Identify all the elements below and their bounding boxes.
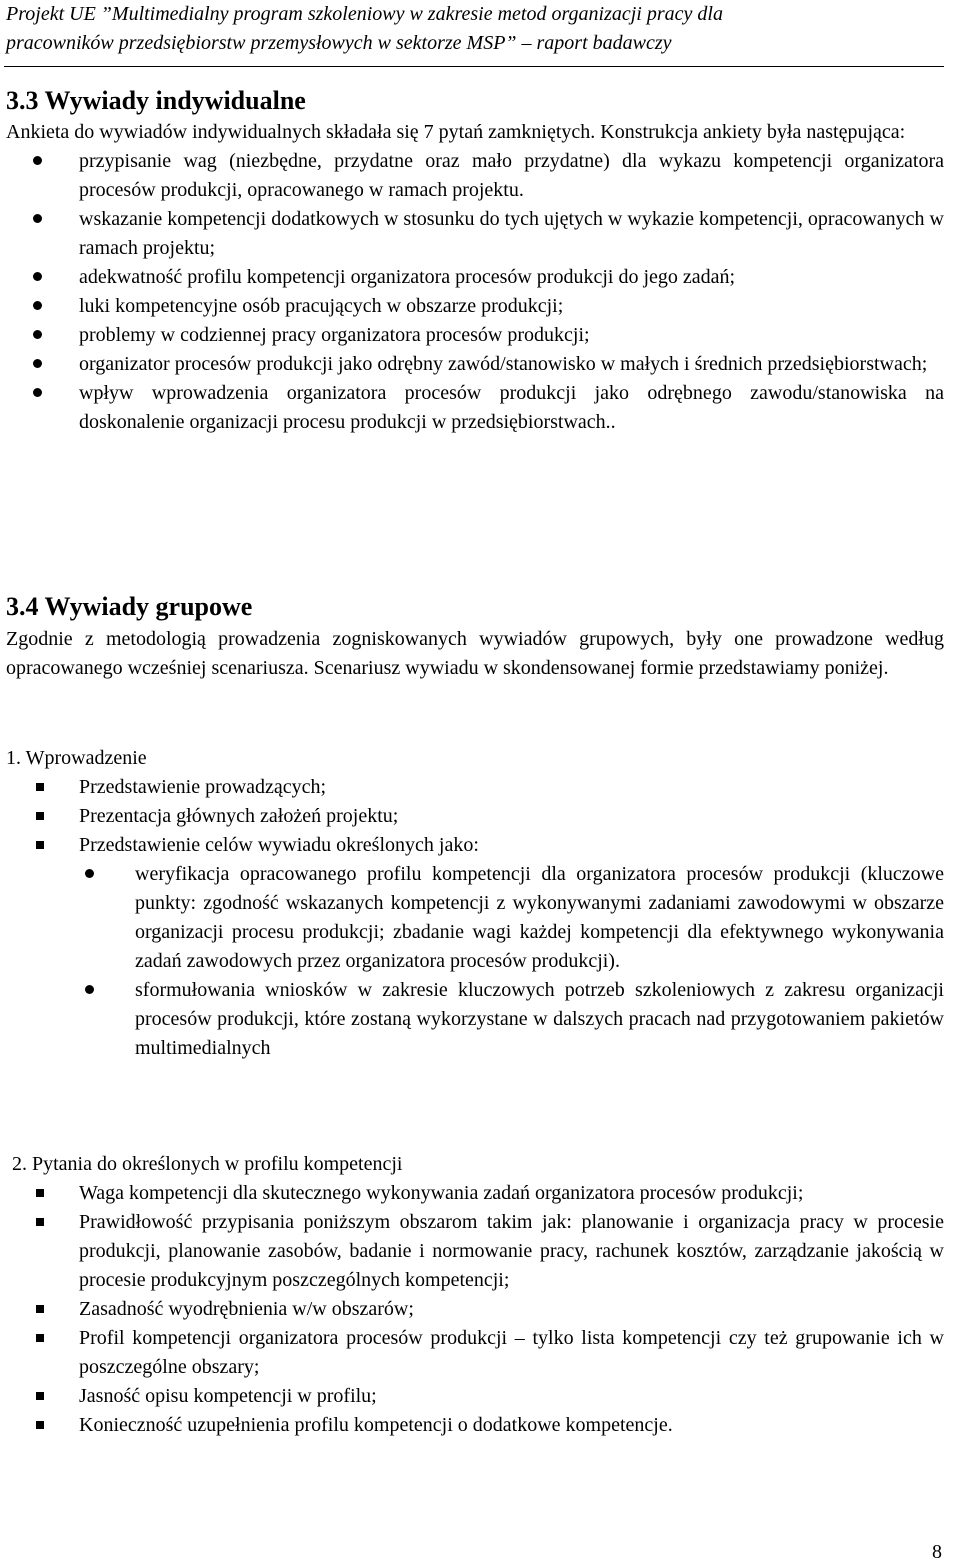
part-2 [6, 1150, 944, 1440]
square-bullet-icon [36, 812, 44, 820]
header-line-1: Projekt UE ”Multimedialny program szkoleniowy w zakresie metod organizacji pracy dla [6, 3, 723, 25]
section-intro: Zgodnie z metodologią prowadzenia zogniskowanych wywiadów grupowych, były one prowadzone według opracowanego wcześniej scenariusza. Scenariusz wywiadu w skondensowanej formie przedstawiamy poniżej. [6, 628, 944, 679]
list-item: adekwatność profilu kompetencji organizatora procesów produkcji do jego zadań; [6, 263, 944, 292]
list-item: Zasadność wyodrębnienia w/w obszarów; [6, 1295, 944, 1324]
square-bullet-icon [36, 1305, 44, 1313]
list-item: Konieczność uzupełnienia profilu kompetencji o dodatkowe kompetencje. [6, 1411, 944, 1440]
list-item: organizator procesów produkcji jako odrębny zawód/stanowisko w małych i średnich przedsiębiorstwach; [6, 350, 944, 379]
bullet-icon [33, 272, 42, 281]
list-item: przypisanie wag (niezbędne, przydatne oraz mało przydatne) dla wykazu kompetencji organizatora procesów produkcji, opracowanego w ramach projektu. [6, 147, 944, 205]
square-bullet-icon [36, 1334, 44, 1342]
bullet-icon [33, 388, 42, 397]
list-item: sformułowania wniosków w zakresie kluczowych potrzeb szkoleniowych z zakresu organizacji procesów produkcji, które zostaną wykorzystane w dalszych pracach nad przygotowaniem pakietów multimedialnych [6, 976, 944, 1063]
bullet-icon [85, 869, 94, 878]
square-bullet-icon [36, 1392, 44, 1400]
list-item: wpływ wprowadzenia organizatora procesów produkcji jako odrębnego zawodu/stanowiska na doskonalenie organizacji procesu produkcji w przedsiębiorstwach.. [6, 379, 944, 437]
list-item: Jasność opisu kompetencji w profilu; [6, 1382, 944, 1411]
bullet-icon [33, 359, 42, 368]
square-bullet-icon [36, 783, 44, 791]
bullet-icon [33, 301, 42, 310]
list-item: luki kompetencyjne osób pracujących w obszarze produkcji; [6, 292, 944, 321]
section-heading: 3.4 Wywiady grupowe [6, 592, 253, 621]
sub-bullet-list [6, 860, 944, 1063]
section-intro: Ankieta do wywiadów indywidualnych składała się 7 pytań zamkniętych. Konstrukcja ankiety była następująca: [6, 121, 906, 143]
list-item: problemy w codziennej pracy organizatora procesów produkcji; [6, 321, 944, 350]
list-item: Profil kompetencji organizatora procesów produkcji – tylko lista kompetencji czy też grupowanie ich w poszczególne obszary; [6, 1324, 944, 1382]
page-number: 8 [932, 1541, 942, 1563]
list-item: wskazanie kompetencji dodatkowych w stosunku do tych ujętych w wykazie kompetencji, opracowanych w ramach projektu; [6, 205, 944, 263]
section-3-4 [6, 590, 944, 683]
square-list [6, 773, 944, 860]
section-3-3 [6, 84, 944, 437]
square-list [6, 1179, 944, 1440]
header-rule [4, 66, 944, 67]
square-bullet-icon [36, 1218, 44, 1226]
list-item: Przedstawienie prowadzących; [6, 773, 944, 802]
part-1 [6, 744, 944, 1063]
header-line-2: pracowników przedsiębiorstw przemysłowych w sektorze MSP” – raport badawczy [6, 32, 672, 54]
square-bullet-icon [36, 1421, 44, 1429]
bullet-icon [85, 985, 94, 994]
running-header [6, 0, 946, 58]
bullet-icon [33, 330, 42, 339]
square-bullet-icon [36, 841, 44, 849]
part-title: 2. Pytania do określonych w profilu kompetencji [12, 1153, 403, 1175]
list-item: Prezentacja głównych założeń projektu; [6, 802, 944, 831]
list-item: Prawidłowość przypisania poniższym obszarom takim jak: planowanie i organizacja pracy w procesie produkcji, planowanie zasobów, badanie i normowanie pracy, rachunek kosztów, zarządzanie jakością w procesie produkcyjnym poszczególnych kompetencji; [6, 1208, 944, 1295]
list-item: weryfikacja opracowanego profilu kompetencji dla organizatora procesów produkcji (kluczowe punkty: zgodność wskazanych kompetencji z wykonywanymi zadaniami zawodowymi w obszarze organizacji procesu produkcji; zbadanie wagi każdej kompetencji dla efektywnego wykonywania zadań zawodowych przez organizatora procesów produkcji). [6, 860, 944, 976]
bullet-icon [33, 214, 42, 223]
list-item: Przedstawienie celów wywiadu określonych jako: [6, 831, 944, 860]
bullet-icon [33, 156, 42, 165]
bullet-list [6, 147, 944, 437]
part-title: 1. Wprowadzenie [6, 747, 147, 769]
list-item: Waga kompetencji dla skutecznego wykonywania zadań organizatora procesów produkcji; [6, 1179, 944, 1208]
section-heading: 3.3 Wywiady indywidualne [6, 86, 306, 115]
square-bullet-icon [36, 1189, 44, 1197]
